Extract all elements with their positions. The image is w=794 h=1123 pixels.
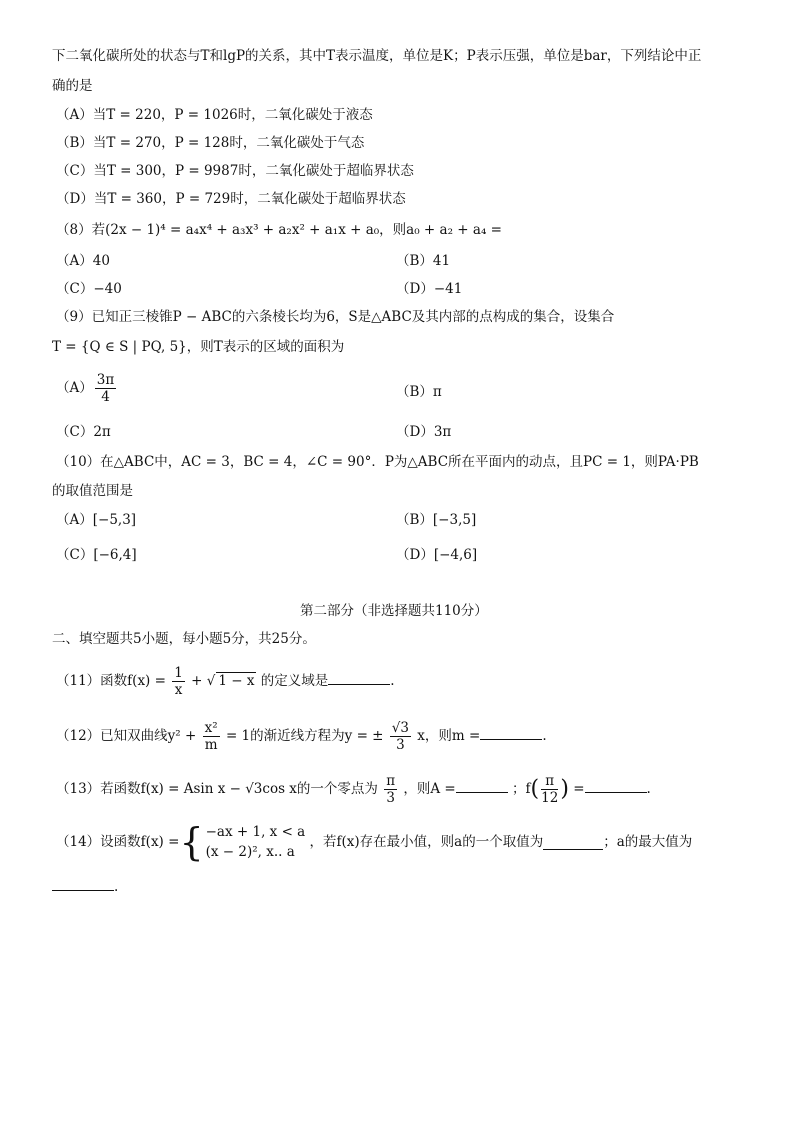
q7-option-b: （B）当T = 270，P = 128时，二氧化碳处于气态 [56, 135, 365, 151]
q8-option-d: （D）−41 [396, 281, 463, 297]
q14 [56, 822, 692, 862]
q10-option-b: （B）[−3,5] [396, 512, 477, 528]
part2-heading: 二、填空题共5小题，每小题5分，共25分。 [52, 631, 316, 647]
q7-option-a: （A）当T = 220，P = 1026时，二氧化碳处于液态 [56, 107, 373, 123]
q14-end: . [114, 879, 119, 895]
q11-radical-sign: √ [206, 673, 216, 689]
q11-numerator: 1 [174, 665, 183, 681]
q11-radicand: 1 − x [218, 673, 255, 689]
q9-a-denominator: 4 [101, 389, 110, 405]
q14-case1: −ax + 1, x < a [205, 824, 306, 840]
q8-stem: （8）若(2x − 1)⁴ = a₄x⁴ + a₃x³ + a₂x² + a₁x + a₀，则a₀ + a₂ + a₄ = [56, 222, 502, 238]
q13-answer-blank-f[interactable] [585, 778, 647, 793]
q10-option-d: （D）[−4,6] [396, 547, 478, 563]
q8-option-a: （A）40 [56, 253, 110, 269]
q11-plus: + [191, 673, 203, 689]
q14-brace: { [179, 820, 204, 864]
q13-left-paren: ( [530, 776, 540, 802]
q14-post: ，若f(x)存在最小值，则a的一个取值为 [309, 834, 544, 850]
q11-denominator: x [174, 682, 183, 698]
q12-post: x，则m = [417, 728, 481, 744]
q13-equals: = [573, 781, 585, 797]
q12-mid: = 1的渐近线方程为y = ± [225, 728, 384, 744]
q12-fraction [203, 720, 220, 753]
q12-denominator2: 3 [396, 737, 405, 753]
q12-numerator: x² [204, 720, 218, 736]
q9-a-numerator: 3π [96, 372, 115, 388]
q11-pre: （11）函数f(x) = [56, 673, 166, 689]
q14-case2: (x − 2)², x.. a [205, 844, 295, 860]
part2-title: 第二部分（非选择题共110分） [300, 603, 488, 619]
q13-fraction [384, 773, 397, 806]
q13-denominator2: 12 [541, 790, 559, 806]
q13-numerator2: π [541, 773, 558, 790]
q13 [56, 773, 651, 806]
q7-option-c: （C）当T = 300，P = 9987时，二氧化碳处于超临界状态 [56, 163, 414, 179]
q12-pre: （12）已知双曲线y² + [56, 728, 197, 744]
q9-option-a-fraction [95, 372, 116, 405]
q9-stem-line2: T = {Q ∈ S | PQ, 5}，则T表示的区域的面积为 [52, 339, 345, 355]
q12 [56, 720, 547, 753]
q13-fraction2 [541, 773, 558, 806]
q12-numerator2: √3 [391, 720, 409, 736]
q9-option-c: （C）2π [56, 424, 111, 440]
q9-option-d: （D）3π [396, 424, 452, 440]
q9-option-a [56, 372, 118, 405]
q13-mid: ，则A = [403, 781, 456, 797]
q13-end: . [646, 781, 651, 797]
q9-option-b: （B）π [396, 384, 442, 400]
q13-right-paren: ) [560, 776, 569, 802]
q14-pre: （14）设函数f(x) = [56, 834, 180, 850]
q14-mid: ；a的最大值为 [603, 834, 693, 850]
q11-answer-blank[interactable] [328, 670, 390, 685]
q10-stem-line1: （10）在△ABC中，AC = 3，BC = 4，∠C = 90°．P为△ABC所在平面内的动点，且PC = 1，则PA·PB [56, 454, 699, 470]
q8-option-b: （B）41 [396, 253, 451, 269]
q14-answer-blank-1[interactable] [543, 835, 603, 850]
q12-end: . [542, 728, 547, 744]
q8-option-c: （C）−40 [56, 281, 122, 297]
q9-stem-line1: （9）已知正三棱锥P − ABC的六条棱长均为6，S是△ABC及其内部的点构成的集合，设集合 [56, 309, 615, 325]
q10-option-c: （C）[−6,4] [56, 547, 137, 563]
q13-numerator: π [386, 773, 396, 789]
q10-stem-line2: 的取值范围是 [52, 483, 133, 499]
q7-stem-line2: 确的是 [52, 78, 93, 94]
q13-pre: （13）若函数f(x) = Asin x − √3cos x的一个零点为 [56, 781, 378, 797]
q12-denominator: m [204, 737, 218, 753]
q9-option-a-label: （A） [56, 380, 93, 396]
q14-cases [206, 822, 306, 862]
q14-line2 [52, 876, 118, 896]
q13-f-label: ；f [512, 781, 531, 797]
q11-post: 的定义域是 [260, 673, 329, 689]
q11-fraction [172, 665, 185, 698]
q13-denominator: 3 [386, 790, 395, 806]
q12-fraction2 [390, 720, 411, 753]
q11 [56, 665, 395, 698]
q10-option-a: （A）[−5,3] [56, 512, 137, 528]
q13-answer-blank-a[interactable] [456, 778, 508, 793]
q7-option-d: （D）当T = 360，P = 729时，二氧化碳处于超临界状态 [56, 191, 406, 207]
q12-answer-blank[interactable] [480, 725, 542, 740]
q14-answer-blank-2[interactable] [52, 876, 114, 891]
q11-end: . [390, 673, 395, 689]
q7-stem-line1: 下二氧化碳所处的状态与T和lgP的关系，其中T表示温度，单位是K；P表示压强，单位是bar，下列结论中正 [52, 48, 702, 64]
